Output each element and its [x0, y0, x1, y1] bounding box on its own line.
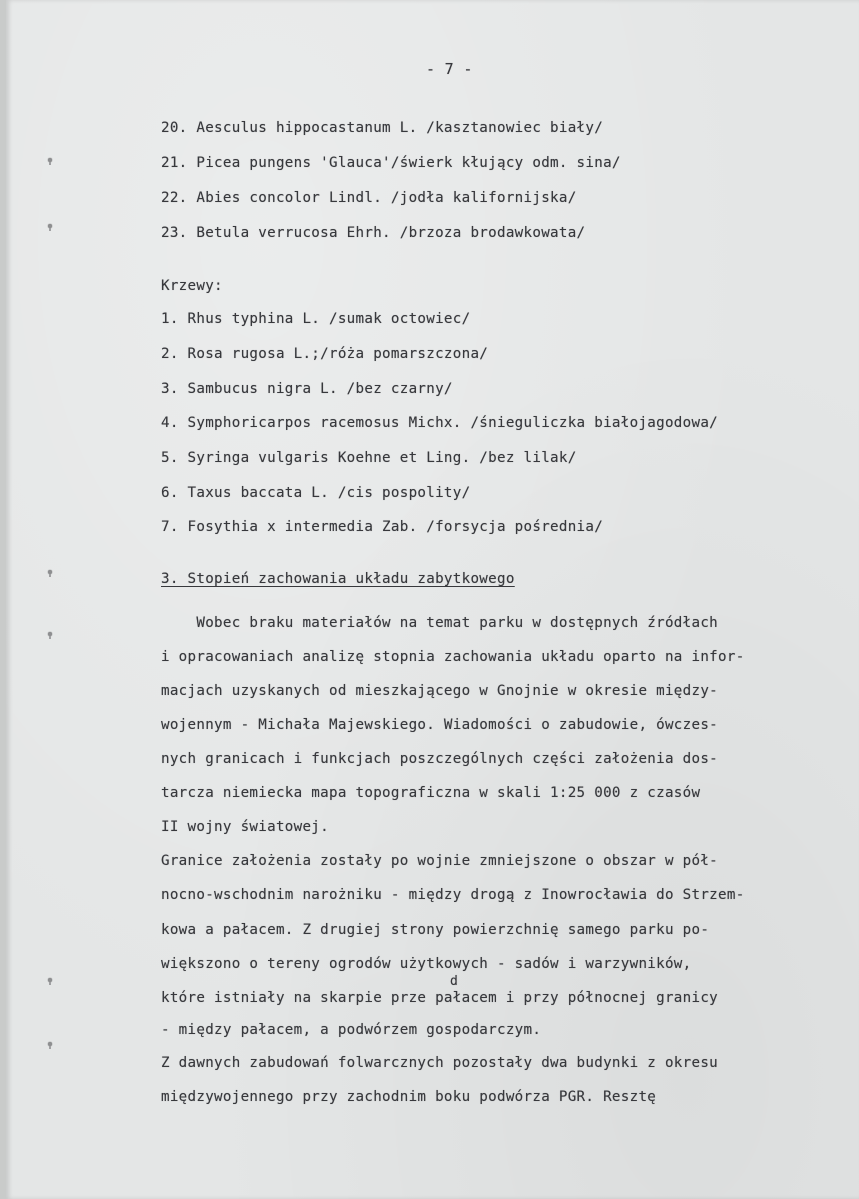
list-item: 2. Rosa rugosa L.;/róża pomarszczona/ — [161, 346, 489, 362]
list-item: 6. Taxus baccata L. /cis pospolity/ — [161, 485, 471, 501]
paragraph-line: II wojny światowej. — [161, 819, 329, 835]
punch-mark — [48, 1042, 52, 1046]
list-item: 1. Rhus typhina L. /sumak octowiec/ — [161, 311, 471, 327]
punch-mark — [48, 158, 52, 162]
paragraph-line: nocno-wschodnim narożniku - między drogą z Inowrocławia do Strzem- — [161, 887, 745, 903]
paragraph-line: wojennym - Michała Majewskiego. Wiadomości o zabudowie, ówczes- — [161, 717, 719, 733]
paragraph-line: kowa a pałacem. Z drugiej strony powierzchnię samego parku po- — [161, 922, 710, 938]
punch-mark — [48, 224, 52, 228]
section-label: Krzewy: — [161, 278, 223, 294]
punch-mark — [48, 632, 52, 636]
document-page — [6, 0, 859, 1199]
paragraph-line: nych granicach i funkcjach poszczególnych części założenia dos- — [161, 751, 719, 767]
paragraph-line: Wobec braku materiałów na temat parku w dostępnych źródłach — [161, 615, 719, 631]
paragraph-line: macjach uzyskanych od mieszkającego w Gnojnie w okresie między- — [161, 683, 719, 699]
list-item: 23. Betula verrucosa Ehrh. /brzoza brodawkowata/ — [161, 225, 586, 241]
punch-mark — [48, 570, 52, 574]
list-item: 20. Aesculus hippocastanum L. /kasztanowiec biały/ — [161, 120, 604, 136]
punch-mark — [48, 978, 52, 982]
paragraph-line: tarcza niemiecka mapa topograficzna w skali 1:25 000 z czasów — [161, 785, 701, 801]
paragraph-line: większono o tereny ogrodów użytkowych - sadów i warzywników, — [161, 956, 692, 972]
list-item: 3. Sambucus nigra L. /bez czarny/ — [161, 381, 453, 397]
page-number: - 7 - — [426, 60, 473, 78]
list-item: 22. Abies concolor Lindl. /jodła kalifornijska/ — [161, 190, 577, 206]
list-item: 4. Symphoricarpos racemosus Michx. /śnieguliczka białojagodowa/ — [161, 415, 719, 431]
paragraph-line: Z dawnych zabudowań folwarcznych pozostały dwa budynki z okresu — [161, 1055, 719, 1071]
paragraph-line: i opracowaniach analizę stopnia zachowania układu oparto na infor- — [161, 649, 745, 665]
list-item: 7. Fosythia x intermedia Zab. /forsycja pośrednia/ — [161, 519, 604, 535]
paragraph-line: - między pałacem, a podwórzem gospodarczym. — [161, 1022, 542, 1038]
list-item: 21. Picea pungens 'Glauca'/świerk kłujący odm. sina/ — [161, 155, 621, 171]
insert-mark: d — [450, 974, 459, 989]
list-item: 5. Syringa vulgaris Koehne et Ling. /bez lilak/ — [161, 450, 577, 466]
section-heading: 3. Stopień zachowania układu zabytkowego — [161, 571, 515, 587]
paragraph-line: Granice założenia zostały po wojnie zmniejszone o obszar w pół- — [161, 853, 719, 869]
paragraph-line: które istniały na skarpie prze pałacem i przy północnej granicy — [161, 990, 719, 1006]
paragraph-line: międzywojennego przy zachodnim boku podwórza PGR. Resztę — [161, 1089, 657, 1105]
